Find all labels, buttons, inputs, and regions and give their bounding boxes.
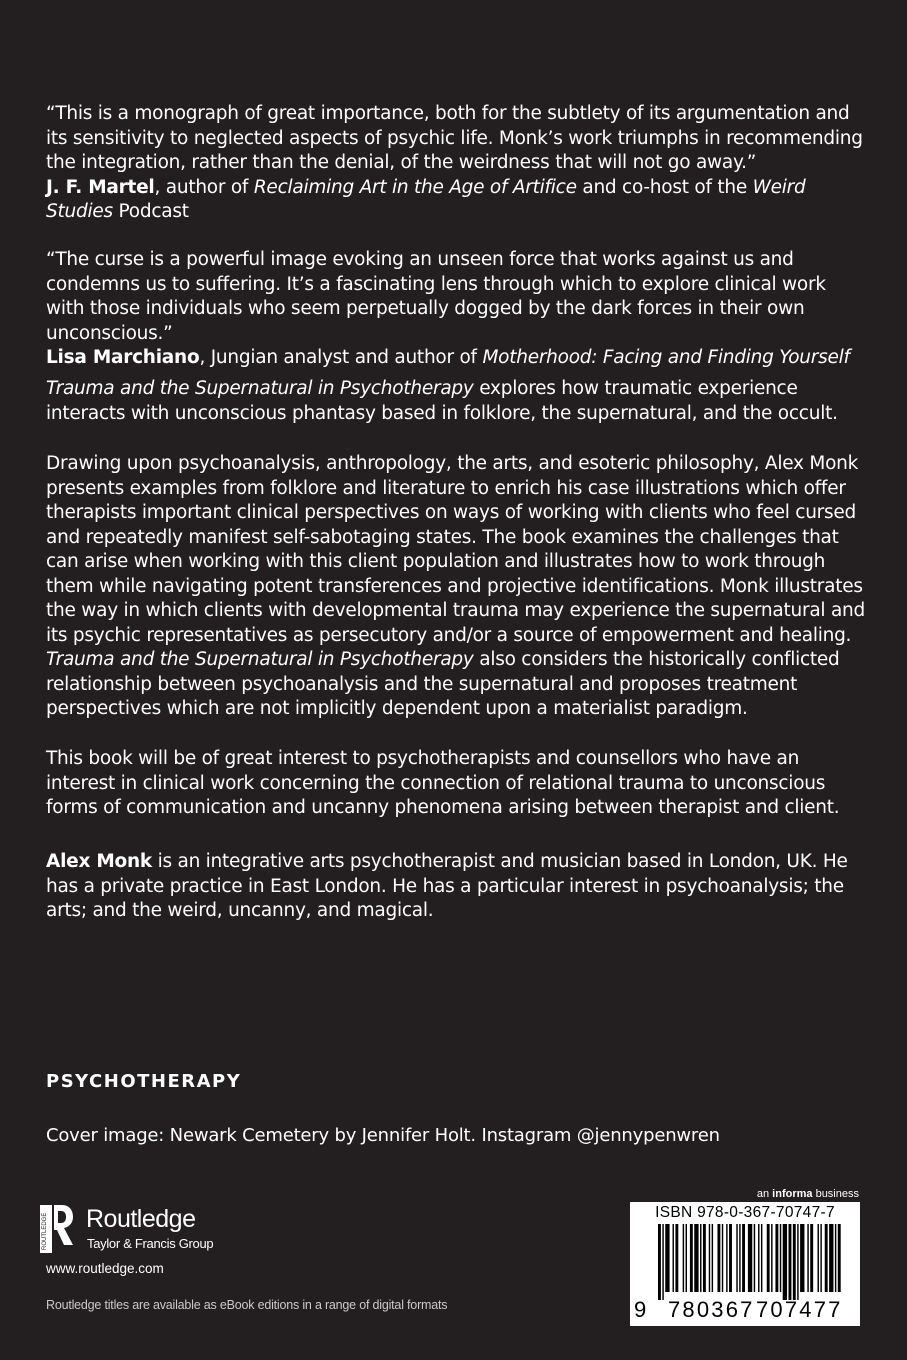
barcode-bar [797,1224,798,1300]
publisher-name: Routledge [86,1205,196,1233]
endorsement-author: J. F. Martel [46,176,155,198]
barcode-bar [754,1224,755,1292]
barcode-bar [835,1224,836,1292]
barcode-bar [739,1224,740,1292]
bio-name: Alex Monk [46,851,152,872]
barcode-bar [758,1224,759,1292]
barcode-bar [726,1224,727,1292]
description-body [46,452,866,722]
description-text: also considers the historically conflicted relationship between psychoanalysis and the supernatural and proposes treatment perspectives which are not implicitly dependent upon a materialist paradigm. [46,649,840,719]
barcode-bar [729,1224,732,1292]
barcode-bar [683,1224,684,1292]
svg-text:ROUTLEDGE: ROUTLEDGE [42,1212,48,1250]
isbn-barcode [630,1202,860,1326]
barcode-bar [789,1224,792,1300]
book-title: Trauma and the Supernatural in Psychotherapy [46,378,474,399]
barcode-bar [771,1224,772,1292]
description-intro [46,377,866,426]
barcode-bar [712,1224,713,1292]
barcode-bar [703,1224,706,1292]
isbn-label: ISBN 978-0-367-70747-7 [655,1204,835,1221]
isbn-digits-right: 707477 [756,1297,843,1322]
barcode-bar [810,1224,813,1292]
endorsement-quote: “This is a monograph of great importance, both for the subtlety of its argumentation and its sensitivity to neglected aspects of psychic life. Monk’s work triumphs in recommending the integration, rather than the denial, of the weirdness that will not go away.” [46,103,863,173]
book-title: Reclaiming Art in the Age of Artifice [253,176,577,198]
barcode-bar [709,1224,710,1292]
description-text: This book will be of great interest to psychotherapists and counsellors who have an interest in clinical work concerning the connection of relational trauma to unconscious forms of communication and uncanny phenomena arising between therapist and client. [46,748,840,818]
barcode-bars [630,1224,860,1304]
barcode-bar [748,1224,752,1292]
subject-category: PSYCHOTHERAPY [46,1071,242,1092]
barcode-bar [665,1224,669,1292]
podcast-title: Weird Studies [46,176,806,222]
informa-tagline: an informa business [756,1188,859,1200]
bio-text: is an integrative arts psychotherapist and musician based in London, UK. He has a private practice in East London. He has a particular interest in psychoanalysis; the arts; and the weird, uncanny, and magical. [46,851,848,921]
barcode-bar [829,1224,833,1292]
barcode-bar [780,1224,781,1292]
endorsement-author: Lisa Marchiano [46,347,200,368]
endorsement-role: , Jungian analyst and author of [199,347,483,368]
barcode-bar [694,1224,698,1292]
barcode-bar [673,1224,674,1292]
barcode-bar [658,1224,661,1300]
endorsement-marchiano [46,248,866,371]
publisher-url[interactable]: www.routledge.com [46,1261,164,1276]
cover-credit: Cover image: Newark Cemetery by Jennifer Holt. Instagram @jennypenwren [46,1125,720,1146]
barcode-bar [818,1224,819,1292]
barcode-bar [736,1224,737,1292]
barcode-bar [690,1224,693,1292]
ebook-note: Routledge titles are available as eBook editions in a range of digital formats [46,1298,448,1312]
barcode-bar [825,1224,828,1292]
isbn-digits-left: 780367 [668,1297,755,1322]
routledge-logo [40,1203,230,1258]
endorsement-role: and co-host of the [576,176,753,198]
barcode-bar [793,1224,796,1300]
barcode-bar [675,1224,678,1292]
barcode-bar [820,1224,821,1292]
book-title: Motherhood: Facing and Finding Yourself [482,347,850,368]
barcode-bar [722,1224,723,1292]
barcode-bar [742,1224,745,1292]
barcode-bar [807,1224,808,1292]
endorsement-role: Podcast [112,201,189,222]
routledge-r-icon [40,1203,74,1255]
barcode-bar [838,1224,841,1292]
endorsement-martel [46,102,866,225]
barcode-bar [761,1224,762,1292]
book-title: Trauma and the Supernatural in Psychotherapy [46,649,474,670]
description-text: explores how traumatic experience interacts with unconscious phantasy based in folklore, the supernatural, and the occult. [46,378,838,424]
barcode-bar [783,1224,787,1300]
barcode-bar [767,1224,770,1292]
endorsement-quote: “The curse is a powerful image evoking an unseen force that works against us and condemns us to suffering. It’s a fascinating lens through which to explore clinical work with those individuals who seem perpetually dogged by the dark forces in their own unconscious.” [46,249,826,344]
barcode-bar [662,1224,663,1300]
barcode-bar [800,1224,804,1292]
barcode-bar [717,1224,720,1292]
endorsement-role: , author of [154,176,254,198]
barcode-bar [686,1224,687,1292]
isbn-digit-first: 9 [634,1297,647,1322]
barcode-bar [775,1224,778,1292]
description-text: Drawing upon psychoanalysis, anthropology, the arts, and esoteric philosophy, Alex Monk presents examples from folklore and literature to enrich his case illustrations which offer therapists important clinical perspectives on ways of working with clients who feel cursed and repeatedly manifest self-sabotaging states. The book examines the challenges that can arise when working with this client population and illustrates how to work through them while navigating potent transferences and projective identifications. Monk illustrates the way in which clients with developmental trauma may experience the supernatural and its psychic representatives as persecutory and/or a source of empowerment and healing. [46,453,865,646]
author-bio [46,850,866,924]
publisher-group: Taylor & Francis Group [87,1236,214,1251]
description-audience [46,747,866,821]
barcode-bar [700,1224,701,1292]
